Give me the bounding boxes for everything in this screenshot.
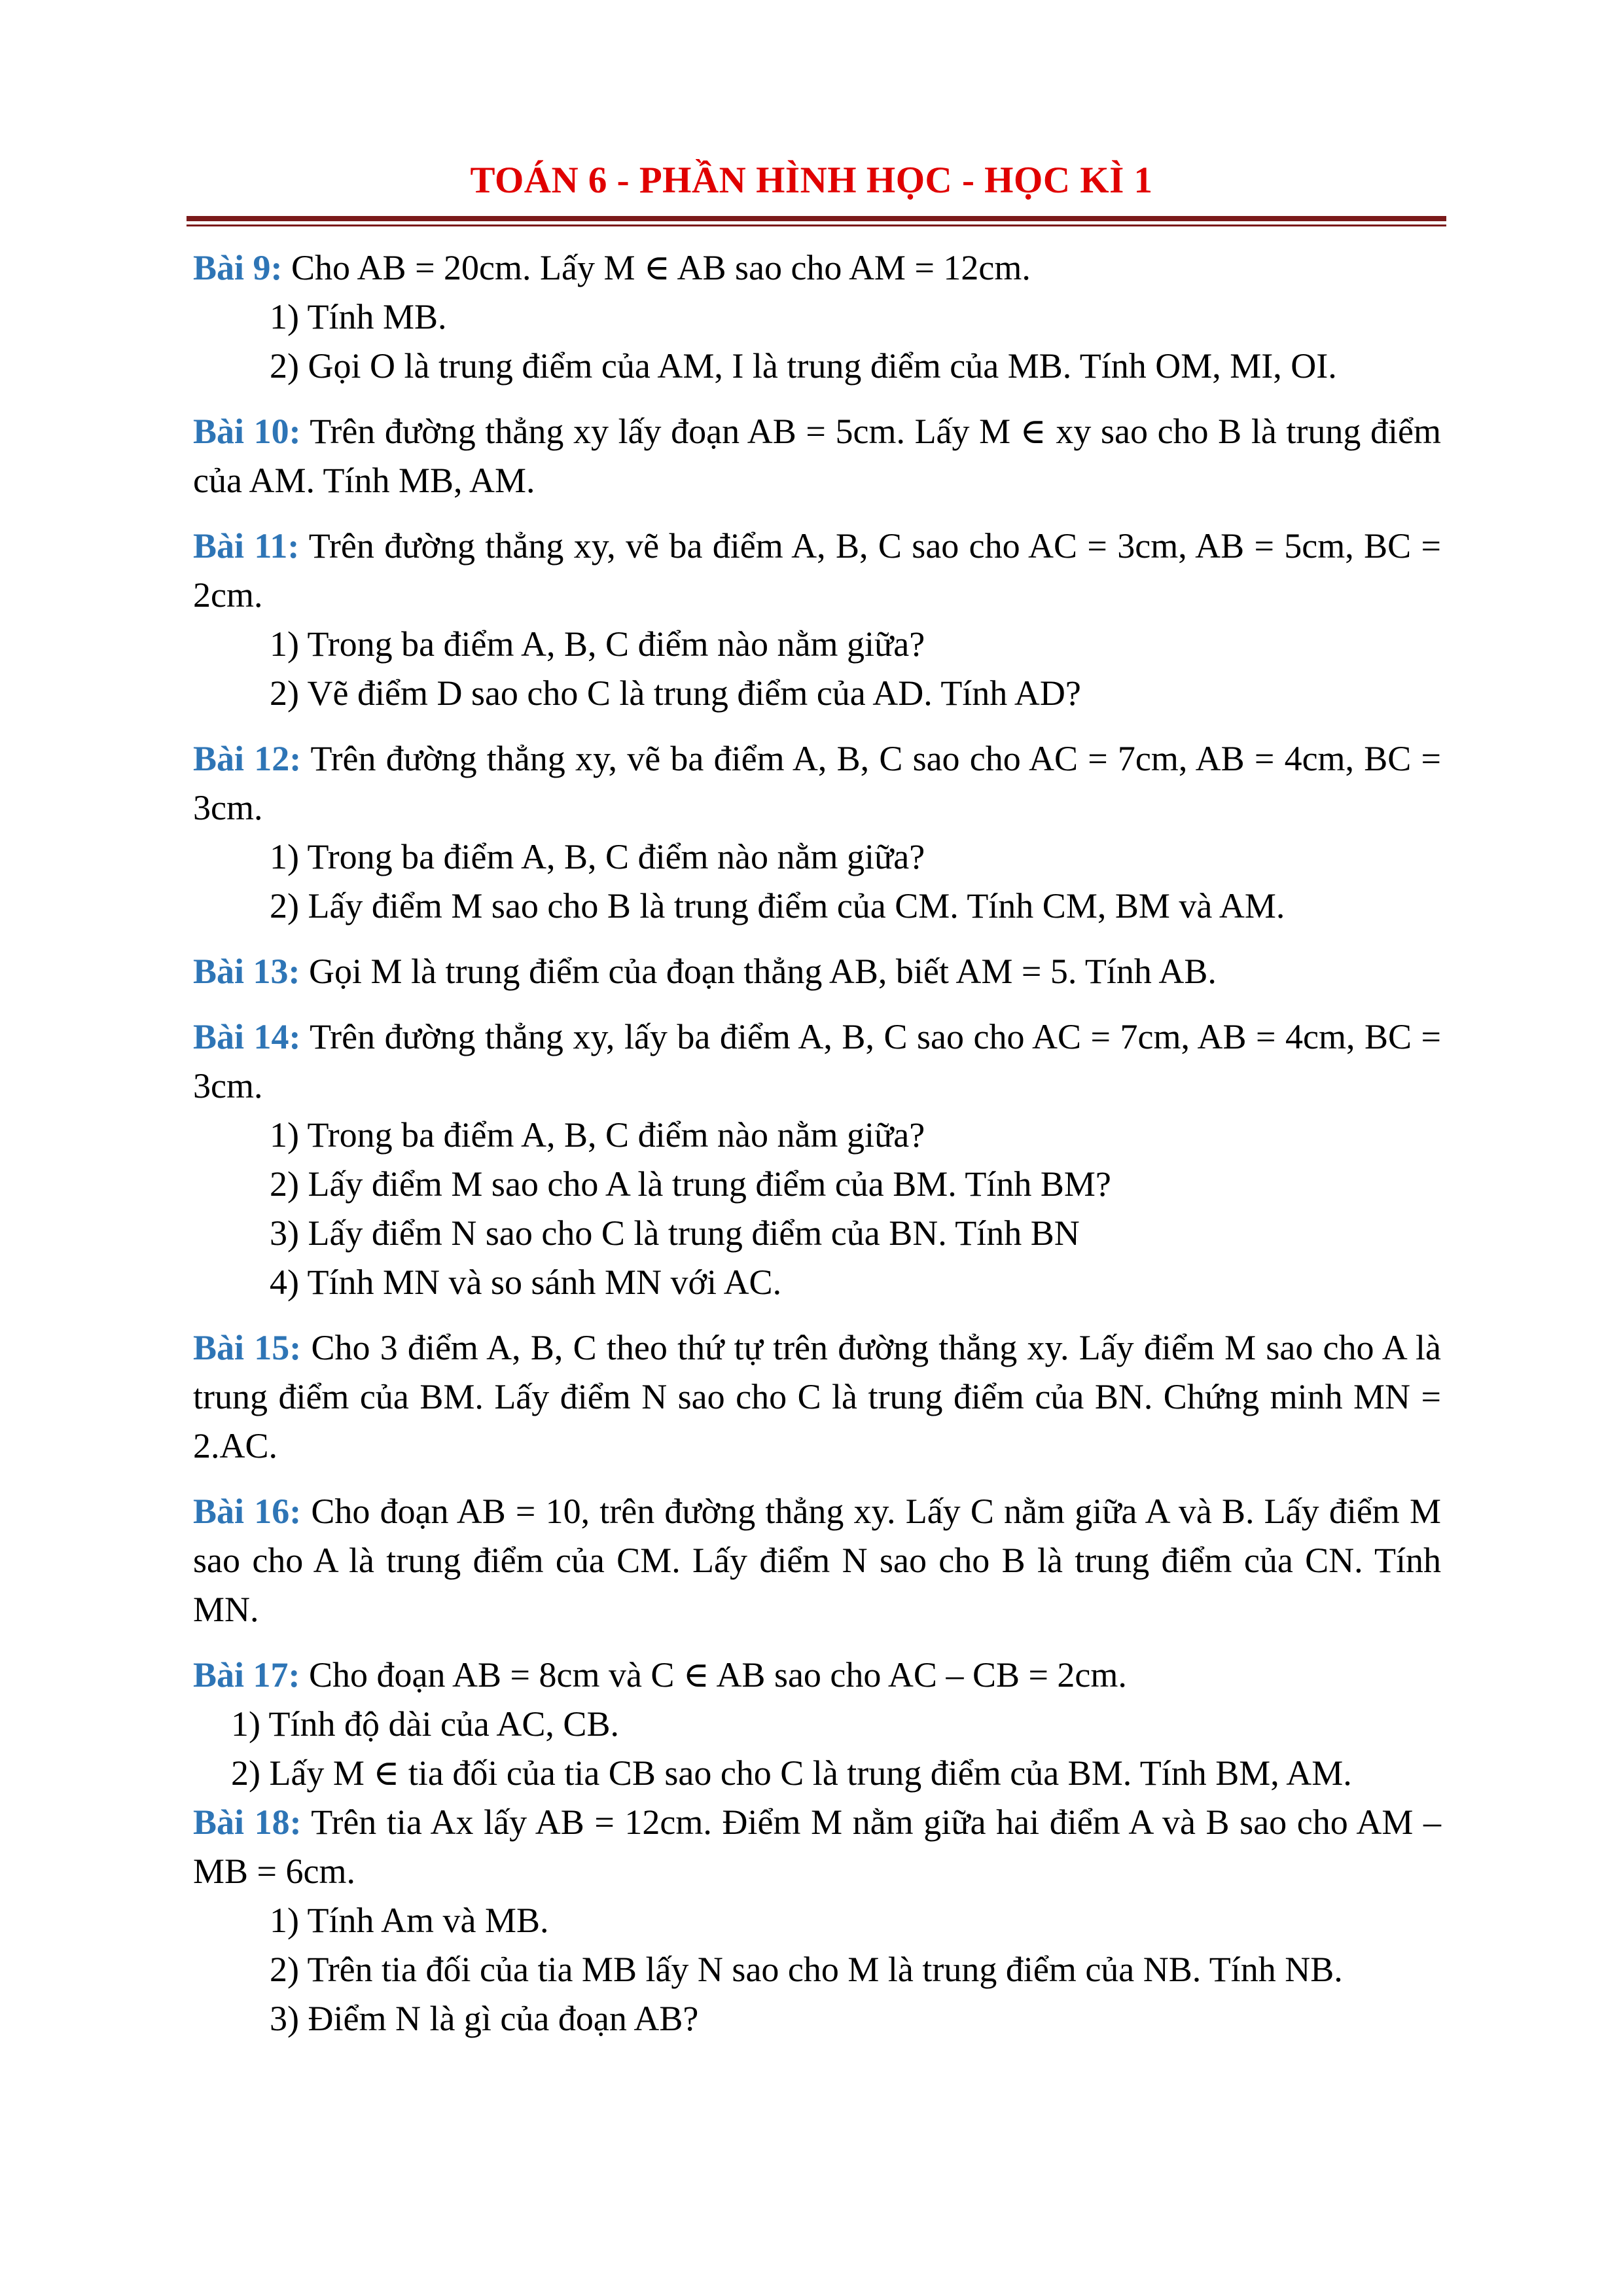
exercise-17	[193, 1651, 1441, 1798]
exercise-text: Cho đoạn AB = 10, trên đường thẳng xy. Lấy C nằm giữa A và B. Lấy điểm M sao cho A là trung điểm của CM. Lấy điểm N sao cho B là trung điểm của CN. Tính MN.	[193, 1492, 1441, 1629]
exercise-10	[193, 407, 1441, 505]
exercise-15	[193, 1323, 1441, 1471]
header-rule-thin	[187, 224, 1446, 226]
exercise-label: Bài 15:	[193, 1328, 302, 1367]
exercise-12	[193, 734, 1441, 931]
exercise-label: Bài 17:	[193, 1655, 300, 1695]
exercise-item: 3) Điểm N là gì của đoạn AB?	[270, 1999, 699, 2038]
exercise-item: 1) Tính MB.	[270, 297, 447, 336]
exercise-text: Trên đường thẳng xy lấy đoạn AB = 5cm. Lấy M ∈ xy sao cho B là trung điểm của AM. Tính MB, AM.	[193, 412, 1441, 500]
exercise-label: Bài 10:	[193, 412, 301, 451]
exercise-16	[193, 1487, 1441, 1634]
exercise-label: Bài 12:	[193, 739, 302, 778]
page-title: TOÁN 6 - PHẦN HÌNH HỌC - HỌC KÌ 1	[470, 160, 1153, 201]
exercise-statement	[193, 522, 1441, 620]
exercise-label: Bài 11:	[193, 526, 300, 565]
exercise-item: 1) Trong ba điểm A, B, C điểm nào nằm giữa?	[270, 837, 925, 876]
exercise-18	[193, 1798, 1441, 2043]
exercise-item: 4) Tính MN và so sánh MN với AC.	[270, 1263, 782, 1302]
exercise-text: Gọi M là trung điểm của đoạn thẳng AB, biết AM = 5. Tính AB.	[300, 952, 1217, 991]
exercise-statement	[193, 734, 1441, 833]
exercise-item: 3) Lấy điểm N sao cho C là trung điểm của BN. Tính BN	[270, 1213, 1080, 1253]
exercise-label: Bài 9:	[193, 248, 283, 287]
exercise-item: 2) Gọi O là trung điểm của AM, I là trung điểm của MB. Tính OM, MI, OI.	[270, 346, 1337, 386]
exercise-statement	[193, 1323, 1441, 1471]
exercise-text: Trên đường thẳng xy, lấy ba điểm A, B, C sao cho AC = 7cm, AB = 4cm, BC = 3cm.	[193, 1017, 1441, 1105]
exercise-item: 2) Lấy điểm M sao cho A là trung điểm của BM. Tính BM?	[270, 1164, 1111, 1204]
exercise-item: 2) Lấy M ∈ tia đối của tia CB sao cho C là trung điểm của BM. Tính BM, AM.	[231, 1753, 1352, 1793]
exercise-item: 2) Vẽ điểm D sao cho C là trung điểm của AD. Tính AD?	[270, 673, 1081, 713]
exercise-item: 2) Trên tia đối của tia MB lấy N sao cho M là trung điểm của NB. Tính NB.	[270, 1950, 1343, 1989]
exercise-11	[193, 522, 1441, 718]
exercise-item: 1) Tính độ dài của AC, CB.	[231, 1704, 619, 1744]
exercise-statement	[193, 1013, 1441, 1111]
exercise-13	[193, 947, 1441, 996]
exercise-item: 2) Lấy điểm M sao cho B là trung điểm của CM. Tính CM, BM và AM.	[270, 886, 1285, 925]
exercise-14	[193, 1013, 1441, 1307]
exercise-item: 1) Trong ba điểm A, B, C điểm nào nằm giữa?	[270, 624, 925, 664]
exercise-statement	[193, 407, 1441, 505]
exercise-label: Bài 13:	[193, 952, 300, 991]
exercise-label: Bài 16:	[193, 1492, 302, 1531]
exercise-list	[193, 243, 1441, 2060]
exercise-text: Trên tia Ax lấy AB = 12cm. Điểm M nằm giữa hai điểm A và B sao cho AM – MB = 6cm.	[193, 1803, 1441, 1891]
exercise-statement	[193, 947, 1441, 996]
exercise-label: Bài 14:	[193, 1017, 301, 1056]
exercise-text: Cho 3 điểm A, B, C theo thứ tự trên đường thẳng xy. Lấy điểm M sao cho A là trung điểm của BM. Lấy điểm N sao cho C là trung điểm của BN. Chứng minh MN = 2.AC.	[193, 1328, 1441, 1465]
exercise-9	[193, 243, 1441, 391]
exercise-text: Trên đường thẳng xy, vẽ ba điểm A, B, C sao cho AC = 3cm, AB = 5cm, BC = 2cm.	[193, 526, 1442, 615]
exercise-text: Cho AB = 20cm. Lấy M ∈ AB sao cho AM = 12cm.	[282, 248, 1031, 287]
exercise-text: Trên đường thẳng xy, vẽ ba điểm A, B, C sao cho AC = 7cm, AB = 4cm, BC = 3cm.	[193, 739, 1441, 827]
exercise-statement	[193, 1651, 1441, 1700]
header-rule-thick	[187, 216, 1446, 221]
exercise-item: 1) Trong ba điểm A, B, C điểm nào nằm giữa?	[270, 1115, 925, 1155]
exercise-label: Bài 18:	[193, 1803, 302, 1842]
exercise-item: 1) Tính Am và MB.	[270, 1901, 549, 1940]
exercise-text: Cho đoạn AB = 8cm và C ∈ AB sao cho AC – CB = 2cm.	[300, 1655, 1127, 1695]
exercise-statement	[193, 1487, 1441, 1634]
exercise-statement	[193, 243, 1441, 293]
exercise-statement	[193, 1798, 1441, 1896]
